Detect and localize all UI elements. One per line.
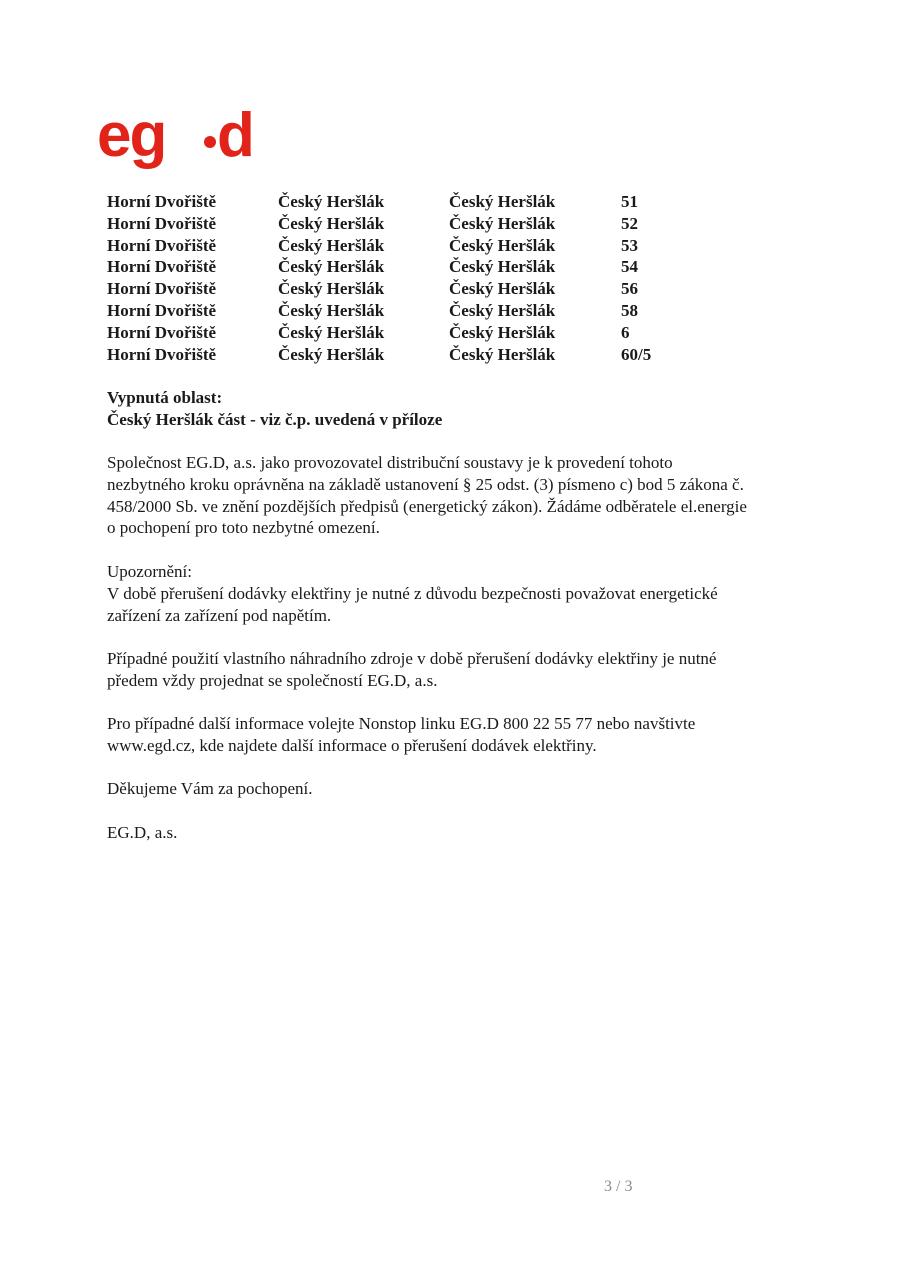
part-cell: Český Heršlák: [278, 235, 385, 255]
backup-source-paragraph: [107, 648, 797, 692]
backup-source-line: předem vždy projednat se společností EG.D, a.s.: [107, 670, 438, 690]
table-row: [107, 300, 707, 322]
part-cell: Český Heršlák: [278, 257, 385, 277]
signature: EG.D, a.s.: [107, 823, 178, 842]
statement-line: nezbytného kroku oprávněna na základě ustanovení § 25 odst. (3) písmeno c) bod 5 zákona č.: [107, 474, 744, 494]
municipality-cell: Horní Dvořiště: [107, 344, 217, 364]
municipality-cell: Horní Dvořiště: [107, 279, 217, 299]
statement-paragraph: [107, 452, 797, 539]
warning-line: zařízení za zařízení pod napětím.: [107, 605, 332, 625]
info-paragraph: [107, 713, 797, 757]
house-number-cell: 52: [621, 213, 638, 233]
municipality-cell: Horní Dvořiště: [107, 192, 217, 211]
house-number-cell: 58: [621, 300, 638, 320]
street-cell: Český Heršlák: [449, 279, 556, 299]
table-row: [107, 213, 707, 235]
street-cell: Český Heršlák: [449, 235, 556, 255]
municipality-cell: Horní Dvořiště: [107, 235, 217, 255]
part-cell: Český Heršlák: [278, 279, 385, 299]
warning-paragraph: [107, 561, 797, 626]
house-number-cell: 56: [621, 279, 638, 299]
backup-source-line: Případné použití vlastního náhradního zdroje v době přerušení dodávky elektřiny je nutné: [107, 649, 717, 668]
municipality-cell: Horní Dvořiště: [107, 257, 217, 277]
part-cell: Český Heršlák: [278, 213, 385, 233]
municipality-cell: Horní Dvořiště: [107, 322, 217, 342]
table-row: [107, 256, 707, 278]
part-cell: Český Heršlák: [278, 192, 385, 211]
house-number-cell: 60/5: [621, 344, 652, 364]
outage-area-heading: Vypnutá oblast:: [107, 388, 223, 407]
street-cell: Český Heršlák: [449, 257, 556, 277]
svg-text:d: d: [217, 108, 255, 170]
house-number-cell: 6: [621, 322, 630, 342]
part-cell: Český Heršlák: [278, 300, 385, 320]
info-line: Pro případné další informace volejte Nonstop linku EG.D 800 22 55 77 nebo navštivte: [107, 714, 696, 733]
table-row: [107, 278, 707, 300]
municipality-cell: Horní Dvořiště: [107, 213, 217, 233]
street-cell: Český Heršlák: [449, 213, 556, 233]
house-number-cell: 51: [621, 192, 638, 211]
table-row: [107, 235, 707, 257]
street-cell: Český Heršlák: [449, 300, 556, 320]
part-cell: Český Heršlák: [278, 344, 385, 364]
egd-logo: [97, 108, 262, 183]
outage-area: [107, 387, 442, 431]
statement-line: o pochopení pro toto nezbytné omezení.: [107, 518, 380, 538]
part-cell: Český Heršlák: [278, 322, 385, 342]
statement-line: Společnost EG.D, a.s. jako provozovatel distribuční soustavy je k provedení tohoto: [107, 453, 673, 472]
statement-line: 458/2000 Sb. ve znění pozdějších předpisů (energetický zákon). Žádáme odběratele el.energie: [107, 496, 747, 516]
warning-line: V době přerušení dodávky elektřiny je nutné z důvodu bezpečnosti považovat energetické: [107, 583, 718, 603]
municipality-cell: Horní Dvořiště: [107, 300, 217, 320]
address-table: [107, 191, 707, 365]
table-row: [107, 191, 707, 213]
page-number: 3 / 3: [604, 1178, 633, 1195]
street-cell: Český Heršlák: [449, 344, 556, 364]
thanks-paragraph: Děkujeme Vám za pochopení.: [107, 779, 313, 798]
svg-text:eg: eg: [97, 108, 166, 170]
house-number-cell: 54: [621, 257, 638, 277]
table-row: [107, 344, 707, 366]
warning-heading: Upozornění:: [107, 562, 192, 581]
street-cell: Český Heršlák: [449, 192, 556, 211]
info-line: www.egd.cz, kde najdete další informace o přerušení dodávek elektřiny.: [107, 735, 597, 755]
table-row: [107, 322, 707, 344]
house-number-cell: 53: [621, 235, 638, 255]
street-cell: Český Heršlák: [449, 322, 556, 342]
outage-area-value: Český Heršlák část - viz č.p. uvedená v příloze: [107, 409, 443, 429]
